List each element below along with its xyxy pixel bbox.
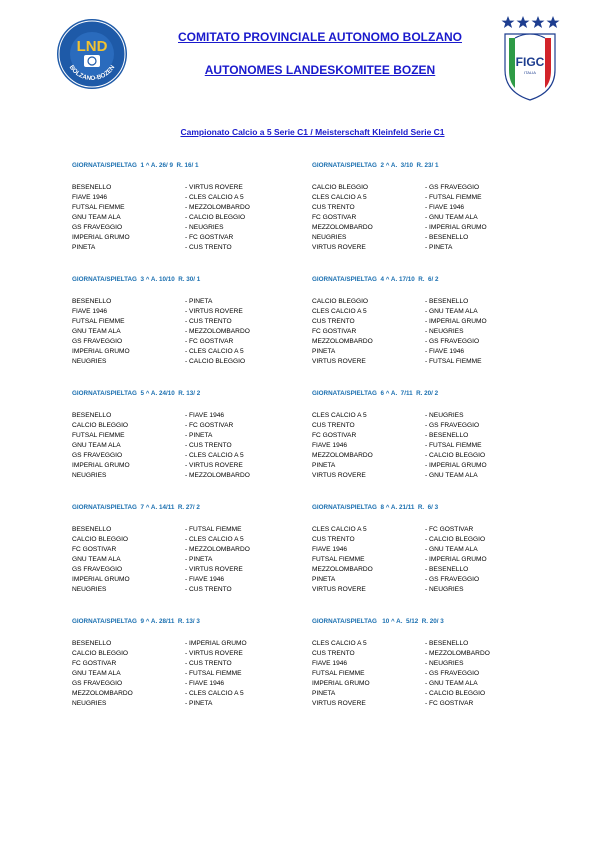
away-team: - PINETA — [185, 556, 213, 563]
away-team: - GNU TEAM ALA — [425, 680, 478, 687]
match-list — [312, 183, 552, 253]
away-team: - CUS TRENTO — [185, 318, 232, 325]
home-team: FC GOSTIVAR — [72, 546, 117, 553]
away-team: - BESENELLO — [425, 640, 469, 647]
home-team: FC GOSTIVAR — [312, 328, 357, 335]
away-team: - IMPERIAL GRUMO — [425, 224, 487, 231]
lnd-logo-text: LND — [76, 38, 108, 55]
away-team: - NEUGRIES — [185, 224, 224, 231]
match-row — [312, 233, 552, 243]
home-team: MEZZOLOMBARDO — [312, 452, 373, 459]
away-team: - VIRTUS ROVERE — [185, 184, 243, 191]
match-row — [312, 535, 552, 545]
home-team: CUS TRENTO — [312, 318, 355, 325]
match-row — [72, 307, 312, 317]
home-team: GS FRAVEGGIO — [72, 338, 123, 345]
away-team: - IMPERIAL GRUMO — [425, 556, 487, 563]
away-team: - CALCIO BLEGGIO — [185, 358, 246, 365]
match-row — [312, 699, 552, 709]
round-block — [72, 617, 312, 709]
match-row — [312, 411, 552, 421]
match-row — [312, 545, 552, 555]
away-team: - FUTSAL FIEMME — [425, 358, 482, 365]
round-title: GIORNATA/SPIELTAG 2 ^ A. 3/10 R. 23/ 1 — [312, 162, 439, 169]
home-team: FUTSAL FIEMME — [72, 432, 125, 439]
round-title: GIORNATA/SPIELTAG 3 ^ A. 10/10 R. 30/ 1 — [72, 276, 201, 283]
match-row — [72, 471, 312, 481]
away-team: - CALCIO BLEGGIO — [425, 536, 486, 543]
match-row — [72, 183, 312, 193]
home-team: IMPERIAL GRUMO — [312, 680, 370, 687]
away-team: - GS FRAVEGGIO — [425, 670, 480, 677]
away-team: - GNU TEAM ALA — [425, 308, 478, 315]
round-title: GIORNATA/SPIELTAG 8 ^ A. 21/11 R. 6/ 3 — [312, 504, 439, 511]
home-team: CLES CALCIO A 5 — [312, 640, 367, 647]
match-row — [72, 649, 312, 659]
match-list — [312, 297, 552, 367]
home-team: CLES CALCIO A 5 — [312, 412, 367, 419]
home-team: VIRTUS ROVERE — [312, 700, 366, 707]
match-row — [72, 411, 312, 421]
match-row — [312, 669, 552, 679]
round-block — [312, 503, 552, 595]
match-row — [312, 243, 552, 253]
home-team: FUTSAL FIEMME — [72, 318, 125, 325]
round-block — [72, 503, 312, 595]
away-team: - BESENELLO — [425, 234, 469, 241]
home-team: GS FRAVEGGIO — [72, 452, 123, 459]
away-team: - NEUGRIES — [425, 412, 464, 419]
round-title: GIORNATA/SPIELTAG 4 ^ A. 17/10 R. 6/ 2 — [312, 276, 439, 283]
away-team: - BESENELLO — [425, 432, 469, 439]
away-team: - MEZZOLOMBARDO — [185, 472, 250, 479]
home-team: BESENELLO — [72, 412, 112, 419]
home-team: NEUGRIES — [312, 234, 347, 241]
match-row — [72, 525, 312, 535]
home-team: PINETA — [72, 244, 96, 251]
round-block — [72, 161, 312, 253]
away-team: - CLES CALCIO A 5 — [185, 690, 244, 697]
away-team: - NEUGRIES — [425, 328, 464, 335]
championship-title: Campionato Calcio a 5 Serie C1 / Meisterschaft Kleinfeld Serie C1 — [180, 127, 445, 137]
away-team: - FC GOSTIVAR — [425, 700, 474, 707]
home-team: MEZZOLOMBARDO — [312, 566, 373, 573]
home-team: NEUGRIES — [72, 586, 107, 593]
home-team: NEUGRIES — [72, 472, 107, 479]
match-row — [312, 357, 552, 367]
match-row — [312, 461, 552, 471]
home-team: GNU TEAM ALA — [72, 214, 121, 221]
away-team: - FUTSAL FIEMME — [185, 670, 242, 677]
away-team: - FC GOSTIVAR — [185, 234, 234, 241]
home-team: BESENELLO — [72, 184, 112, 191]
match-row — [312, 639, 552, 649]
match-row — [72, 535, 312, 545]
home-team: CUS TRENTO — [312, 650, 355, 657]
home-team: BESENELLO — [72, 640, 112, 647]
home-team: FUTSAL FIEMME — [312, 556, 365, 563]
home-team: BESENELLO — [72, 526, 112, 533]
away-team: - MEZZOLOMBARDO — [425, 650, 490, 657]
match-row — [72, 243, 312, 253]
match-row — [72, 203, 312, 213]
away-team: - FIAVE 1946 — [185, 412, 225, 419]
home-team: NEUGRIES — [72, 700, 107, 707]
home-team: CALCIO BLEGGIO — [312, 298, 369, 305]
match-row — [72, 223, 312, 233]
away-team: - CUS TRENTO — [185, 586, 232, 593]
away-team: - PINETA — [425, 244, 453, 251]
away-team: - PINETA — [185, 432, 213, 439]
home-team: GNU TEAM ALA — [72, 442, 121, 449]
match-row — [72, 689, 312, 699]
home-team: IMPERIAL GRUMO — [72, 576, 130, 583]
match-row — [312, 203, 552, 213]
match-row — [312, 585, 552, 595]
away-team: - VIRTUS ROVERE — [185, 566, 243, 573]
away-team: - PINETA — [185, 700, 213, 707]
match-row — [312, 421, 552, 431]
home-team: CUS TRENTO — [312, 536, 355, 543]
match-row — [312, 649, 552, 659]
match-row — [312, 431, 552, 441]
home-team: CALCIO BLEGGIO — [72, 536, 129, 543]
away-team: - GNU TEAM ALA — [425, 472, 478, 479]
home-team: CUS TRENTO — [312, 422, 355, 429]
away-team: - IMPERIAL GRUMO — [425, 462, 487, 469]
round-block — [72, 389, 312, 481]
home-team: VIRTUS ROVERE — [312, 472, 366, 479]
match-row — [72, 431, 312, 441]
away-team: - IMPERIAL GRUMO — [185, 640, 247, 647]
match-row — [312, 565, 552, 575]
match-list — [312, 639, 552, 709]
home-team: PINETA — [312, 462, 336, 469]
match-row — [312, 679, 552, 689]
round-block — [312, 161, 552, 253]
away-team: - CUS TRENTO — [185, 660, 232, 667]
home-team: MEZZOLOMBARDO — [72, 690, 133, 697]
home-team: GS FRAVEGGIO — [72, 680, 123, 687]
away-team: - GS FRAVEGGIO — [425, 338, 480, 345]
round-block — [312, 275, 552, 367]
away-team: - VIRTUS ROVERE — [185, 650, 243, 657]
figc-logo-sub: ITALIA — [524, 70, 536, 75]
match-row — [312, 347, 552, 357]
away-team: - CUS TRENTO — [185, 442, 232, 449]
away-team: - CALCIO BLEGGIO — [425, 452, 486, 459]
match-row — [72, 699, 312, 709]
figc-logo-text: FIGC — [515, 55, 545, 69]
home-team: NEUGRIES — [72, 358, 107, 365]
away-team: - FUTSAL FIEMME — [185, 526, 242, 533]
match-row — [312, 555, 552, 565]
match-list — [72, 639, 312, 709]
away-team: - FIAVE 1946 — [425, 204, 465, 211]
home-team: VIRTUS ROVERE — [312, 586, 366, 593]
home-team: IMPERIAL GRUMO — [72, 234, 130, 241]
match-row — [312, 659, 552, 669]
match-row — [72, 575, 312, 585]
home-team: FC GOSTIVAR — [312, 214, 357, 221]
match-row — [72, 555, 312, 565]
away-team: - GS FRAVEGGIO — [425, 422, 480, 429]
match-row — [312, 183, 552, 193]
match-row — [72, 565, 312, 575]
away-team: - VIRTUS ROVERE — [185, 462, 243, 469]
match-row — [312, 471, 552, 481]
round-title: GIORNATA/SPIELTAG 10 ^ A. 5/12 R. 20/ 3 — [312, 618, 444, 625]
away-team: - CLES CALCIO A 5 — [185, 194, 244, 201]
match-list — [312, 411, 552, 481]
home-team: CALCIO BLEGGIO — [72, 650, 129, 657]
match-row — [312, 223, 552, 233]
home-team: VIRTUS ROVERE — [312, 358, 366, 365]
match-row — [312, 451, 552, 461]
home-team: GS FRAVEGGIO — [72, 224, 123, 231]
home-team: GNU TEAM ALA — [72, 328, 121, 335]
match-row — [72, 357, 312, 367]
match-list — [312, 525, 552, 595]
match-row — [72, 297, 312, 307]
match-list — [72, 525, 312, 595]
home-team: FC GOSTIVAR — [312, 432, 357, 439]
home-team: PINETA — [312, 690, 336, 697]
home-team: VIRTUS ROVERE — [312, 244, 366, 251]
lnd-logo-ring-text: BOLZANO-BOZEN — [67, 64, 117, 83]
away-team: - CLES CALCIO A 5 — [185, 452, 244, 459]
home-team: CALCIO BLEGGIO — [312, 184, 369, 191]
home-team: PINETA — [312, 348, 336, 355]
match-row — [72, 327, 312, 337]
match-row — [72, 659, 312, 669]
match-row — [72, 233, 312, 243]
round-block — [72, 275, 312, 367]
round-block — [312, 389, 552, 481]
title-italian: COMITATO PROVINCIALE AUTONOMO BOLZANO — [178, 30, 462, 44]
match-row — [72, 193, 312, 203]
home-team: BESENELLO — [72, 298, 112, 305]
home-team: FUTSAL FIEMME — [312, 670, 365, 677]
home-team: FIAVE 1946 — [72, 194, 108, 201]
home-team: FIAVE 1946 — [72, 308, 108, 315]
home-team: CLES CALCIO A 5 — [312, 526, 367, 533]
home-team: IMPERIAL GRUMO — [72, 348, 130, 355]
round-block — [312, 617, 552, 709]
away-team: - GS FRAVEGGIO — [425, 576, 480, 583]
away-team: - VIRTUS ROVERE — [185, 308, 243, 315]
match-row — [312, 213, 552, 223]
home-team: MEZZOLOMBARDO — [312, 338, 373, 345]
round-title: GIORNATA/SPIELTAG 1 ^ A. 26/ 9 R. 16/ 1 — [72, 162, 199, 169]
home-team: CALCIO BLEGGIO — [72, 422, 129, 429]
match-row — [312, 441, 552, 451]
title-german: AUTONOMES LANDESKOMITEE BOZEN — [204, 63, 436, 77]
away-team: - FC GOSTIVAR — [185, 338, 234, 345]
away-team: - IMPERIAL GRUMO — [425, 318, 487, 325]
home-team: CLES CALCIO A 5 — [312, 194, 367, 201]
away-team: - NEUGRIES — [425, 586, 464, 593]
away-team: - MEZZOLOMBARDO — [185, 328, 250, 335]
match-row — [72, 545, 312, 555]
match-row — [72, 669, 312, 679]
away-team: - FUTSAL FIEMME — [425, 194, 482, 201]
home-team: GNU TEAM ALA — [72, 670, 121, 677]
match-row — [72, 451, 312, 461]
match-row — [312, 327, 552, 337]
match-row — [312, 525, 552, 535]
match-list — [72, 297, 312, 367]
away-team: - CLES CALCIO A 5 — [185, 536, 244, 543]
match-row — [312, 307, 552, 317]
away-team: - MEZZOLOMBARDO — [185, 546, 250, 553]
away-team: - GS FRAVEGGIO — [425, 184, 480, 191]
home-team: FC GOSTIVAR — [72, 660, 117, 667]
away-team: - MEZZOLOMBARDO — [185, 204, 250, 211]
home-team: MEZZOLOMBARDO — [312, 224, 373, 231]
home-team: FIAVE 1946 — [312, 546, 348, 553]
match-row — [312, 297, 552, 307]
figc-logo — [499, 12, 561, 102]
home-team: IMPERIAL GRUMO — [72, 462, 130, 469]
match-row — [72, 639, 312, 649]
away-team: - NEUGRIES — [425, 660, 464, 667]
home-team: CUS TRENTO — [312, 204, 355, 211]
home-team: GS FRAVEGGIO — [72, 566, 123, 573]
match-row — [72, 213, 312, 223]
away-team: - FC GOSTIVAR — [425, 526, 474, 533]
away-team: - BESENELLO — [425, 298, 469, 305]
away-team: - FIAVE 1946 — [185, 680, 225, 687]
away-team: - CALCIO BLEGGIO — [425, 690, 486, 697]
match-row — [72, 347, 312, 357]
match-row — [72, 441, 312, 451]
away-team: - CUS TRENTO — [185, 244, 232, 251]
away-team: - FIAVE 1946 — [425, 348, 465, 355]
away-team: - FUTSAL FIEMME — [425, 442, 482, 449]
round-title: GIORNATA/SPIELTAG 5 ^ A. 24/10 R. 13/ 2 — [72, 390, 201, 397]
away-team: - BESENELLO — [425, 566, 469, 573]
match-row — [72, 461, 312, 471]
home-team: PINETA — [312, 576, 336, 583]
home-team: FIAVE 1946 — [312, 660, 348, 667]
away-team: - GNU TEAM ALA — [425, 546, 478, 553]
match-row — [72, 421, 312, 431]
round-title: GIORNATA/SPIELTAG 6 ^ A. 7/11 R. 20/ 2 — [312, 390, 439, 397]
home-team: GNU TEAM ALA — [72, 556, 121, 563]
lnd-logo — [56, 18, 128, 90]
away-team: - PINETA — [185, 298, 213, 305]
away-team: - CALCIO BLEGGIO — [185, 214, 246, 221]
match-row — [312, 193, 552, 203]
match-row — [72, 585, 312, 595]
match-row — [312, 317, 552, 327]
match-row — [72, 679, 312, 689]
home-team: FIAVE 1946 — [312, 442, 348, 449]
match-row — [312, 689, 552, 699]
away-team: - GNU TEAM ALA — [425, 214, 478, 221]
home-team: FUTSAL FIEMME — [72, 204, 125, 211]
away-team: - FIAVE 1946 — [185, 576, 225, 583]
match-row — [72, 317, 312, 327]
match-list — [72, 411, 312, 481]
round-title: GIORNATA/SPIELTAG 7 ^ A. 14/11 R. 27/ 2 — [72, 504, 200, 511]
match-row — [72, 337, 312, 347]
match-row — [312, 337, 552, 347]
away-team: - CLES CALCIO A 5 — [185, 348, 244, 355]
away-team: - FC GOSTIVAR — [185, 422, 234, 429]
home-team: CLES CALCIO A 5 — [312, 308, 367, 315]
match-row — [312, 575, 552, 585]
match-list — [72, 183, 312, 253]
round-title: GIORNATA/SPIELTAG 9 ^ A. 28/11 R. 13/ 3 — [72, 618, 200, 625]
